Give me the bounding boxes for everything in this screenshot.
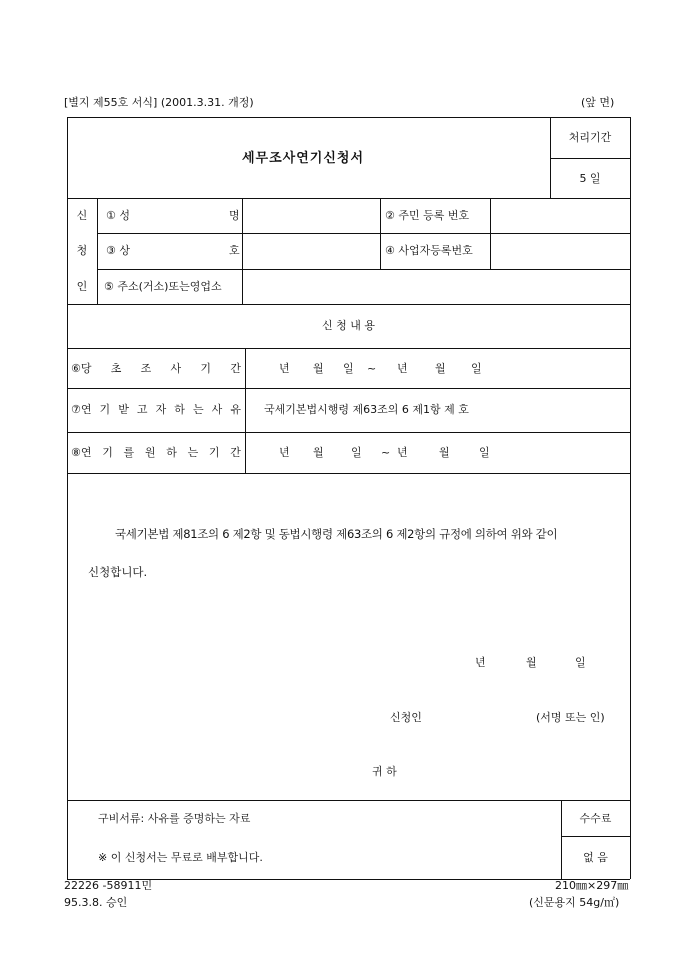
applicant-signature-label: 신청인 <box>390 711 422 724</box>
required-documents: 구비서류: 사유를 증명하는 자료 <box>98 812 251 825</box>
address-input[interactable] <box>243 270 629 303</box>
approval-date: 95.3.8. 승인 <box>64 896 128 909</box>
original-period-label <box>71 363 241 374</box>
free-distribution-note: ※ 이 신청서는 무료로 배부합니다. <box>98 851 263 864</box>
label-char: 고 <box>136 403 148 416</box>
processing-period-value: 5 일 <box>579 172 601 185</box>
fee-value: 없 음 <box>583 851 608 864</box>
business-number-label: ④ 사업자등록번호 <box>385 244 473 257</box>
fee-label: 수수료 <box>579 812 612 825</box>
applicant-label-char: 청 <box>76 244 88 257</box>
business-number-input[interactable] <box>491 234 629 268</box>
sign-date-year: 년 <box>475 656 486 669</box>
trade-name-label-end: 호 <box>229 244 240 257</box>
label-char: 초 <box>110 362 122 375</box>
postponement-reason-label <box>71 404 241 415</box>
addressee: 귀 하 <box>372 765 397 778</box>
tilde: ~ <box>381 446 391 459</box>
day-label: 일 <box>479 446 490 459</box>
year-label: 년 <box>397 446 408 459</box>
processing-period-label: 처리기간 <box>568 131 612 144</box>
content-section-title: 신 청 내 용 <box>322 319 375 332</box>
statement-line-2: 신청합니다. <box>88 565 148 579</box>
month-label: 월 <box>439 446 450 459</box>
name-label: ① 성 <box>106 209 130 222</box>
label-char: 는 <box>187 446 199 459</box>
applicant-label-char: 신 <box>76 209 88 222</box>
requested-period-label <box>71 447 241 458</box>
label-char: 사 <box>170 362 182 375</box>
label-char: ⑦연 <box>71 403 92 416</box>
postponement-reason-value[interactable]: 국세기본법시행령 제63조의 6 제1항 제 호 <box>264 403 469 416</box>
page-side: (앞 면) <box>581 96 615 109</box>
month-label: 월 <box>435 362 446 375</box>
form-title: 세무조사연기신청서 <box>242 151 365 166</box>
year-label: 년 <box>279 362 290 375</box>
label-char: 원 <box>144 446 156 459</box>
label-char: 자 <box>155 403 167 416</box>
signature-or-seal[interactable]: (서명 또는 인) <box>536 711 605 724</box>
label-char: 간 <box>230 362 241 375</box>
label-char: 받 <box>118 403 129 416</box>
label-char: 를 <box>123 446 135 459</box>
day-label: 일 <box>343 362 354 375</box>
tilde: ~ <box>367 362 377 375</box>
day-label: 일 <box>351 446 362 459</box>
label-char: ⑥당 <box>71 362 92 375</box>
statement-line-1: 국세기본법 제81조의 6 제2항 및 동법시행령 제63조의 6 제2항의 규정에 의하여 위와 같이 <box>115 527 558 541</box>
trade-name-label: ③ 상 <box>106 244 130 257</box>
original-period-value[interactable] <box>279 363 489 375</box>
sign-date-day: 일 <box>575 656 586 669</box>
address-label: ⑤ 주소(거소)또는영업소 <box>104 280 222 293</box>
name-label-end: 명 <box>229 209 240 222</box>
label-char: 기 <box>208 446 220 459</box>
year-label: 년 <box>279 446 290 459</box>
day-label: 일 <box>471 362 482 375</box>
label-char: 는 <box>192 403 204 416</box>
requested-period-value[interactable] <box>279 447 489 459</box>
label-char: 유 <box>230 403 241 416</box>
label-char: 사 <box>211 403 223 416</box>
form-code: 22226 -58911민 <box>64 879 153 892</box>
paper-size: 210㎜×297㎜ <box>555 879 629 892</box>
resident-number-label: ② 주민 등록 번호 <box>385 209 470 222</box>
year-label: 년 <box>397 362 408 375</box>
label-char: 하 <box>166 446 177 459</box>
label-char: 기 <box>99 403 111 416</box>
label-char: 간 <box>230 446 241 459</box>
form-reference: [별지 제55호 서식] (2001.3.31. 개정) <box>64 96 254 109</box>
month-label: 월 <box>313 362 324 375</box>
label-char: 기 <box>102 446 113 459</box>
label-char: ⑧연 <box>71 446 92 459</box>
label-char: 조 <box>140 362 152 375</box>
sign-date-month: 월 <box>526 656 537 669</box>
name-input[interactable] <box>243 199 379 232</box>
resident-number-input[interactable] <box>491 199 629 232</box>
applicant-label-char: 인 <box>76 280 88 293</box>
trade-name-input[interactable] <box>243 234 379 268</box>
label-char: 기 <box>200 362 212 375</box>
month-label: 월 <box>313 446 324 459</box>
label-char: 하 <box>174 403 185 416</box>
paper-type: (신문용지 54g/㎡) <box>529 896 620 909</box>
